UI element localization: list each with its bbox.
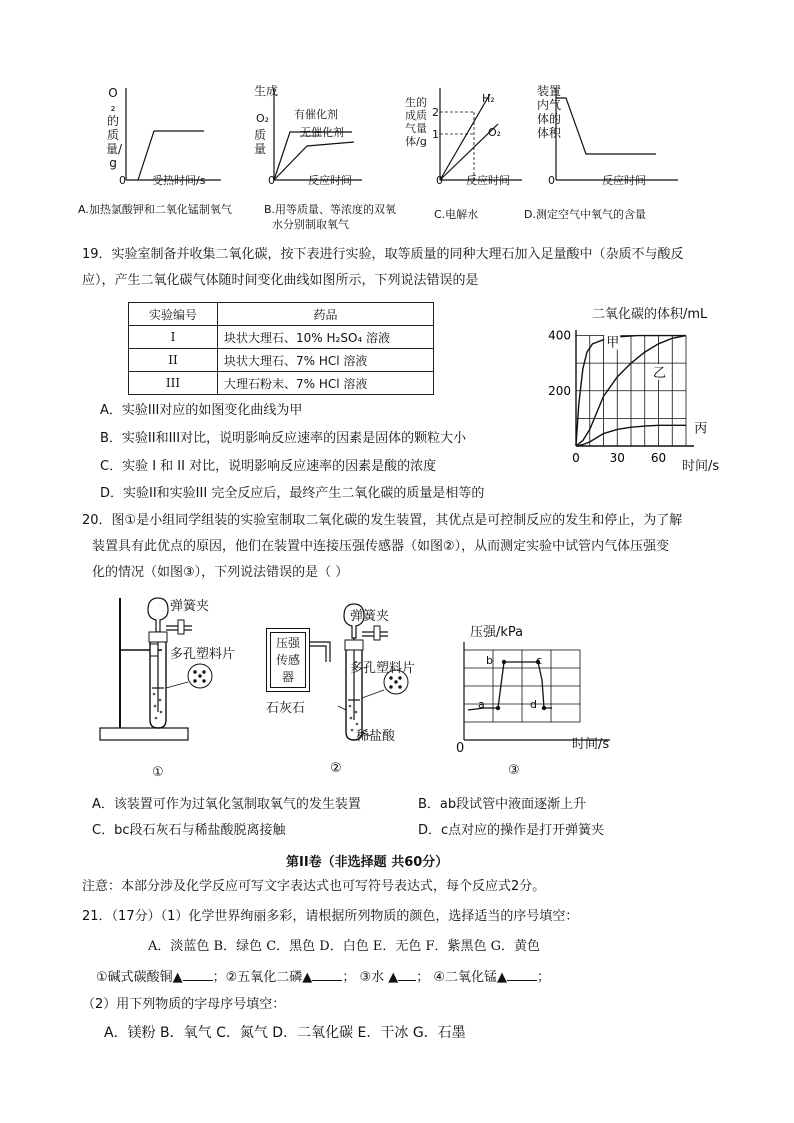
graph-c-xlabel: 反应时间	[466, 174, 510, 187]
table-header-cell: 实验编号	[129, 303, 218, 326]
series-label-3: 丙	[694, 421, 708, 437]
fill-item-1: ①碱式碳酸铜▲	[96, 970, 183, 985]
fig2-number: ②	[330, 761, 342, 776]
x-tick-label: 30	[609, 451, 625, 465]
table-row	[129, 349, 434, 372]
graph-b-caption2: 水分别制取氧气	[272, 218, 349, 231]
graph-a-origin: 0	[119, 174, 126, 187]
q19-option-a: A．实验III对应的如图变化曲线为甲	[100, 403, 303, 418]
q20-stem-line3: 化的情况（如图③），下列说法错误的是（ ）	[92, 565, 349, 580]
q19-option-d: D．实验II和实验III 完全反应后，最终产生二氧化碳的质量是相等的	[100, 486, 485, 501]
graph-c-caption: C.电解水	[434, 208, 479, 221]
graph-b-label-no-catalyst: 无催化剂	[300, 126, 344, 139]
graph-c-h2: H₂	[482, 92, 495, 105]
chart-title: 二氧化碳的体积/mL	[592, 307, 708, 322]
fig2-clip-label: 弹簧夹	[350, 609, 390, 624]
q19-stem-line2: 应），产生二氧化碳气体随时间变化曲线如图所示，下列说法错误的是	[82, 273, 479, 288]
q20-stem-line2: 装置具有此优点的原因，他们在装置中连接压强传感器（如图②），从而测定实验中试管内气体压强变	[92, 539, 670, 554]
part2-title: 第II卷（非选择题 共60分）	[286, 855, 449, 870]
table-row	[129, 372, 434, 395]
q21-part2: （2）用下列物质的字母序号填空：	[82, 997, 286, 1012]
graph-b-ylabel-top: 生成	[254, 84, 279, 98]
fig3-xlabel: 时间/s	[572, 737, 610, 752]
graph-c-tick1: 1	[432, 128, 439, 141]
table-cell: 大理石粉末、7% HCl 溶液	[218, 372, 434, 395]
fill-item-3: ； ③水 ▲	[342, 970, 399, 985]
fig3-number: ③	[508, 763, 520, 778]
q19-option-c: C．实验 I 和 II 对比，说明影响反应速率的因素是酸的浓度	[100, 459, 437, 474]
table-cell: I	[129, 326, 218, 349]
q21-fill-row	[96, 968, 550, 987]
graph-c-tick2: 2	[432, 106, 439, 119]
q20-option-b: B．ab段试管中液面逐渐上升	[418, 797, 587, 812]
graph-b-label-catalyst: 有催化剂	[294, 108, 338, 121]
answer-blank-4[interactable]	[507, 968, 537, 981]
y-tick-label: 200	[548, 383, 571, 398]
pressure-sensor-label: 压强传感器	[270, 632, 306, 688]
graph-c-ylabel: 生的成质气量体/g	[405, 96, 427, 148]
table-cell: II	[129, 349, 218, 372]
answer-blank-2[interactable]	[312, 968, 342, 981]
graph-b-caption1: B.用等质量、等浓度的双氧	[264, 203, 397, 216]
graph-d-origin: 0	[548, 174, 555, 187]
graph-c-origin: 0	[436, 174, 443, 187]
fill-item-2: ；②五氧化二磷▲	[212, 970, 313, 985]
table-header-cell: 药品	[218, 303, 434, 326]
q21-substances: A．镁粉 B．氧气 C．氮气 D．二氧化碳 E．干冰 G．石墨	[104, 1025, 466, 1041]
q20-figure1-apparatus	[96, 592, 246, 752]
q19-table	[128, 302, 434, 395]
q20-option-a: A．该装置可作为过氧化氢制取氧气的发生装置	[92, 797, 361, 812]
graph-c-o2: O₂	[488, 126, 502, 139]
graph-b-ylabel-bottom: 质量	[254, 128, 267, 156]
q20-stem-line1: 20．图①是小组同学组装的实验室制取二氧化碳的发生装置，其优点是可控制反应的发生和停止，为了解	[82, 513, 683, 528]
graph-a-xlabel: 受热时间/s	[152, 174, 206, 187]
chart-xlabel: 时间/s	[682, 459, 720, 474]
series-label-2: 乙	[653, 365, 667, 381]
table-cell: 块状大理石、7% HCl 溶液	[218, 349, 434, 372]
graph-d-caption: D.测定空气中氧气的含量	[524, 208, 646, 221]
fig2-sheet-label: 多孔塑料片	[350, 661, 416, 676]
fig1-sheet-label: 多孔塑料片	[170, 647, 236, 662]
y-tick-label: 400	[548, 328, 571, 343]
fill-item-4: ； ④二氧化锰▲	[416, 970, 508, 985]
fig1-clip-label: 弹簧夹	[170, 599, 210, 614]
fig3-ylabel: 压强/kPa	[470, 625, 524, 640]
q20-option-d: D．c点对应的操作是打开弹簧夹	[418, 823, 605, 838]
co2-chart	[540, 322, 740, 472]
fig3-origin: 0	[456, 741, 465, 756]
graph-b-ylabel-sub: O₂	[256, 112, 270, 125]
graph-b-origin: 0	[268, 174, 275, 187]
table-row	[129, 303, 434, 326]
fig3-point-d: d	[530, 698, 537, 711]
x-tick-label: 60	[650, 451, 667, 465]
fill-item-5: ；	[537, 970, 551, 985]
fig2-stone-label: 石灰石	[266, 701, 306, 716]
graph-d-ylabel: 装置内气体的体积	[536, 84, 561, 140]
graph-b-xlabel: 反应时间	[308, 174, 352, 187]
fig3-point-b: b	[486, 654, 493, 667]
q21-stem: 21．（17分）（1）化学世界绚丽多彩，请根据所列物质的颜色，选择适当的序号填空：	[82, 909, 579, 924]
q19-option-b: B．实验II和III对比，说明影响反应速率的因素是固体的颗粒大小	[100, 431, 467, 446]
fig3-point-a: a	[478, 698, 485, 711]
x-tick-label: 0	[572, 451, 580, 465]
series-label-1: 甲	[606, 335, 620, 351]
table-cell: III	[129, 372, 218, 395]
fig3-point-c: c	[536, 654, 543, 667]
q21-colors: A．淡蓝色 B．绿色 C．黑色 D．白色 E．无色 F．紫黑色 G．黄色	[148, 939, 540, 954]
q19-stem-line1: 19．实验室制备并收集二氧化碳，按下表进行实验，取等质量的同种大理石加入足量酸中（杂质不与酸反	[82, 247, 684, 262]
fig1-number: ①	[152, 765, 164, 780]
q20-figure3-pressure-chart	[450, 640, 620, 750]
graph-a-ylabel: O₂的质量/g	[106, 86, 123, 170]
graph-a-caption: A.加热氯酸钾和二氧化锰制氧气	[78, 203, 232, 216]
table-cell: 块状大理石、10% H₂SO₄ 溶液	[218, 326, 434, 349]
graph-d-xlabel: 反应时间	[602, 174, 646, 187]
part2-note: 注意：本部分涉及化学反应可写文字表达式也可写符号表达式，每个反应式2分。	[82, 879, 546, 894]
answer-blank-1[interactable]	[183, 968, 213, 981]
fig2-acid-label: 稀盐酸	[356, 729, 396, 744]
q20-option-c: C．bc段石灰石与稀盐酸脱离接触	[92, 823, 286, 838]
answer-blank-3[interactable]	[398, 968, 416, 981]
table-row	[129, 326, 434, 349]
